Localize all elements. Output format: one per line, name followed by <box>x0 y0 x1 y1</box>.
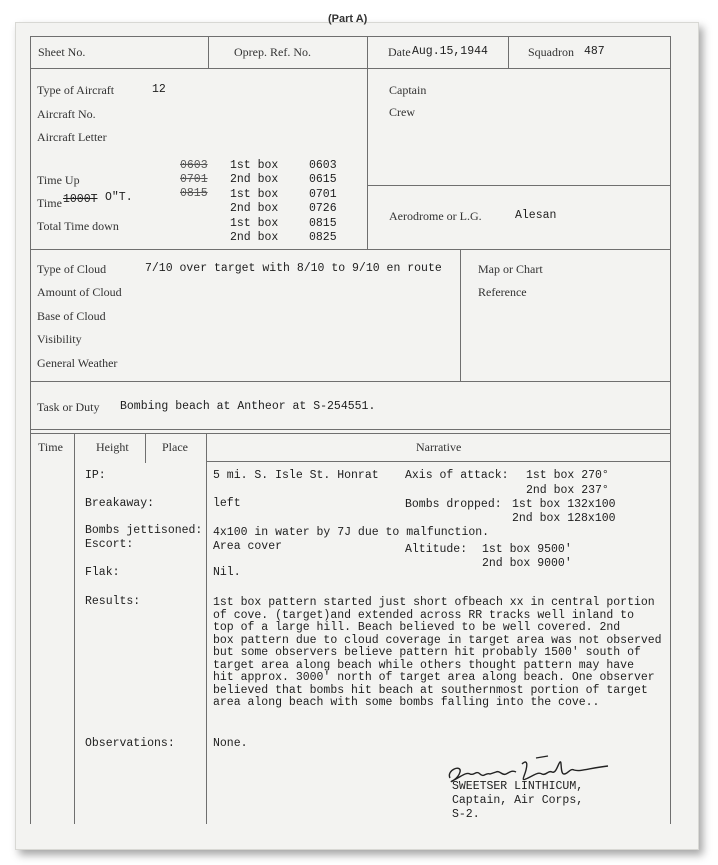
results-line: area along beach with some bombs falling into the cove.. <box>213 696 600 709</box>
time-suffix: O"T. <box>105 191 133 204</box>
rule-table-top <box>30 433 670 434</box>
escort-value: Area cover <box>213 540 283 553</box>
breakaway-label: Breakaway: <box>85 497 155 510</box>
axis-2: 2nd box 237° <box>526 484 609 497</box>
time-struck: 1000T <box>63 193 98 206</box>
results-line: believed that bombs hit beach at southernmost portion of target <box>213 683 648 697</box>
rule-task-bottom <box>30 429 670 430</box>
map-chart-label: Map or Chart <box>478 262 543 276</box>
task-value: Bombing beach at Antheor at S-254551. <box>120 400 376 413</box>
rule-times-bottom <box>30 249 670 250</box>
time-row-box: 1st box <box>230 188 279 201</box>
altitude-2: 2nd box 9000' <box>482 557 572 570</box>
captain-label: Captain <box>389 83 427 97</box>
col-place-header: Place <box>162 440 188 454</box>
ip-label: IP: <box>85 469 106 482</box>
time-row-box: 1st box <box>230 217 279 230</box>
task-label: Task or Duty <box>37 400 100 414</box>
general-weather-label: General Weather <box>37 356 118 370</box>
rule-crew-bottom <box>367 185 670 186</box>
jettisoned-value: 4x100 in water by 7J due to malfunction. <box>213 526 490 539</box>
rule-narrative-header <box>206 461 670 462</box>
aircraft-type-label: Type of Aircraft <box>37 83 115 97</box>
oprep-label: Oprep. Ref. No. <box>234 45 311 59</box>
rule-weather-bottom <box>30 381 670 382</box>
rule-top <box>30 36 670 37</box>
visibility-label: Visibility <box>37 332 82 346</box>
results-line: of cove. (target)and extended across RR tracks well inland to <box>213 608 634 622</box>
flak-label: Flak: <box>85 566 120 579</box>
time-row-value: 0615 <box>309 173 337 186</box>
aircraft-letter-label: Aircraft Letter <box>37 130 107 144</box>
results-line: target area along beach while others thought pattern may have <box>213 658 634 672</box>
breakaway-value: left <box>213 497 241 510</box>
rule-left <box>30 36 31 824</box>
time-row-value: 0701 <box>309 188 337 201</box>
squadron-value: 487 <box>584 45 605 58</box>
time-row-box: 1st box <box>230 159 279 172</box>
col-narrative-header: Narrative <box>416 440 462 454</box>
form-title: (Part A) <box>328 13 368 25</box>
rule-weather-map <box>460 249 461 381</box>
bombs-dropped-label: Bombs dropped: <box>405 498 502 511</box>
ip-value: 5 mi. S. Isle St. Honrat <box>213 469 379 482</box>
time-row-box: 2nd box <box>230 173 279 186</box>
struck-time-3: 0815 <box>180 187 208 200</box>
aerodrome-label: Aerodrome or L.G. <box>389 209 482 223</box>
report-sheet <box>15 22 699 850</box>
axis-1: 1st box 270° <box>526 469 609 482</box>
rule-col-height <box>145 433 146 463</box>
results-line: box pattern due to cloud coverage in target area was not observed <box>213 633 662 647</box>
results-text <box>213 597 662 710</box>
bombs-dropped-2: 2nd box 128x100 <box>512 512 616 525</box>
squadron-label: Squadron <box>528 45 574 59</box>
results-line: 1st box pattern started just short ofbeach xx in central portion <box>213 596 655 609</box>
results-line: hit approx. 3000' north of target area along beach. One observer <box>213 671 655 684</box>
rule-right <box>670 36 671 824</box>
cloud-type-label: Type of Cloud <box>37 262 107 276</box>
rule-sheet-oprep <box>208 36 209 68</box>
col-time-header: Time <box>38 440 63 454</box>
crew-label: Crew <box>389 105 415 119</box>
cloud-amount-label: Amount of Cloud <box>37 285 122 299</box>
cloud-base-label: Base of Cloud <box>37 309 106 323</box>
aerodrome-value: Alesan <box>515 209 557 222</box>
altitude-1: 1st box 9500' <box>482 543 572 556</box>
reference-label: Reference <box>478 285 527 299</box>
jettisoned-label: Bombs jettisoned: <box>85 524 203 537</box>
bombs-dropped-1: 1st box 132x100 <box>512 498 616 511</box>
total-time-label: Total Time down <box>37 219 119 233</box>
rule-date-squadron <box>508 36 509 68</box>
time-row-value: 0815 <box>309 217 337 230</box>
time-row-value: 0726 <box>309 202 337 215</box>
date-label: Date <box>388 45 411 59</box>
observations-value: None. <box>213 737 248 750</box>
signature-rank: Captain, Air Corps, <box>452 794 584 807</box>
results-line: but some observers believe pattern hit probably 1500' south of <box>213 646 641 659</box>
rule-col-time <box>74 433 75 824</box>
time-row-value: 0603 <box>309 159 337 172</box>
aircraft-type-value: 12 <box>152 83 166 96</box>
time-row-value: 0825 <box>309 231 337 244</box>
sheet-no-label: Sheet No. <box>38 45 86 59</box>
results-label: Results: <box>85 595 141 608</box>
rule-header-bottom <box>30 68 670 69</box>
date-value: Aug.15,1944 <box>412 45 488 58</box>
signature-name: SWEETSER LINTHICUM, <box>452 780 584 793</box>
struck-time-2: 0701 <box>180 173 208 186</box>
signature-office: S-2. <box>452 808 480 821</box>
altitude-label: Altitude: <box>405 543 468 556</box>
time-row-box: 2nd box <box>230 202 279 215</box>
cloud-type-value: 7/10 over target with 8/10 to 9/10 en route <box>145 262 442 275</box>
time-label: Time <box>37 196 62 210</box>
aircraft-no-label: Aircraft No. <box>37 107 96 121</box>
col-height-header: Height <box>96 440 129 454</box>
escort-label: Escort: <box>85 538 134 551</box>
time-up-label: Time Up <box>37 173 80 187</box>
time-row-box: 2nd box <box>230 231 279 244</box>
flak-value: Nil. <box>213 566 241 579</box>
rule-center-top <box>367 36 368 249</box>
rule-col-place <box>206 433 207 824</box>
observations-label: Observations: <box>85 737 175 750</box>
results-line: top of a large hill. Beach believed to be well covered. 2nd <box>213 621 621 634</box>
struck-time-1: 0603 <box>180 159 208 172</box>
axis-label: Axis of attack: <box>405 469 509 482</box>
